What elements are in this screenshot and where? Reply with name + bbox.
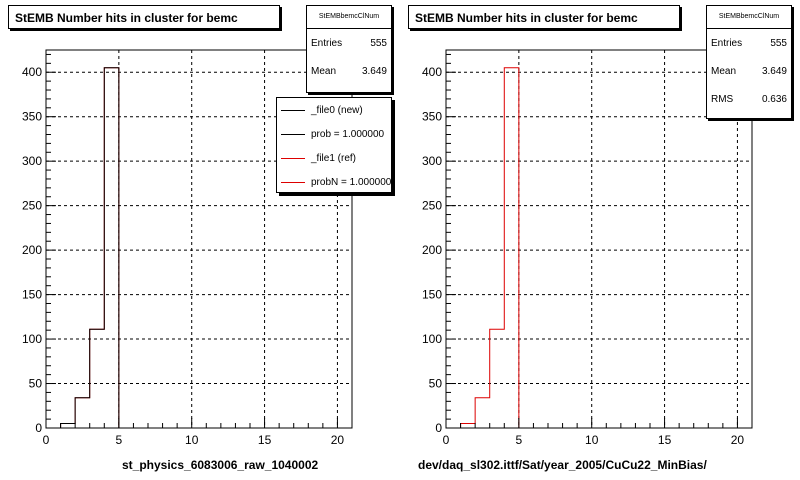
left-xtick-label-5: 5 <box>115 433 123 447</box>
left-ytick-label-0: 0 <box>35 421 42 435</box>
right-stats-entries <box>707 29 791 57</box>
left-xtick-label-15: 15 <box>257 433 272 447</box>
left-stats-entries <box>307 29 391 57</box>
legend-label-file1: _file1 (ref) <box>311 152 357 164</box>
legend-entry-probn <box>277 170 391 193</box>
legend-label-file0: _file0 (new) <box>311 104 363 116</box>
right-ytick-label-250: 250 <box>421 198 442 213</box>
right-stats-mean-label: Mean <box>711 65 737 77</box>
left-stats-box <box>306 5 392 93</box>
legend-swatch-probn <box>281 182 305 183</box>
legend-swatch-file1 <box>281 158 305 159</box>
right-xtick-label-15: 15 <box>657 433 672 447</box>
right-ytick-label-200: 200 <box>421 243 442 258</box>
left-ytick-label-300: 300 <box>21 154 42 169</box>
left-xtick-label-0: 0 <box>42 433 50 447</box>
legend-label-prob: prob = 1.000000 <box>311 128 385 140</box>
left-stats-header: StEMBbemcClNum <box>307 6 391 29</box>
right-title: StEMB Number hits in cluster for bemc <box>408 5 680 29</box>
left-legend <box>276 97 392 193</box>
right-ytick-label-0: 0 <box>435 421 442 435</box>
left-ytick-label-400: 400 <box>21 65 42 80</box>
right-ytick-label-150: 150 <box>421 287 442 302</box>
right-stats-mean <box>707 57 791 85</box>
left-stats-mean <box>307 57 391 85</box>
right-stats-entries-label: Entries <box>711 37 743 49</box>
legend-entry-prob <box>277 122 391 146</box>
right-stats-header: StEMBbemcClNum <box>707 6 791 29</box>
right-xtick-label-10: 10 <box>585 433 599 447</box>
legend-entry-file0 <box>277 98 391 122</box>
right-xtick-label-20: 20 <box>730 433 745 447</box>
left-xtick-label-20: 20 <box>330 433 345 447</box>
right-stats-rms-label: RMS <box>711 93 734 105</box>
left-stats-entries-value: 555 <box>370 37 387 49</box>
left-stats-entries-label: Entries <box>311 37 343 49</box>
right-stats-rms <box>707 85 791 113</box>
left-ytick-label-200: 200 <box>21 243 42 258</box>
left-ytick-label-250: 250 <box>21 198 42 213</box>
left-title: StEMB Number hits in cluster for bemc <box>8 5 280 29</box>
left-ytick-label-50: 50 <box>28 376 42 391</box>
left-stats-mean-value: 3.649 <box>361 65 387 77</box>
left-ytick-label-350: 350 <box>21 109 42 124</box>
legend-swatch-file0 <box>281 110 305 111</box>
left-ytick-label-150: 150 <box>21 287 42 302</box>
left-stats-mean-label: Mean <box>311 65 337 77</box>
legend-entry-file1 <box>277 146 391 170</box>
right-x-axis-label: dev/daq_sl302.ittf/Sat/year_2005/CuCu22_MinBias/ <box>418 458 707 472</box>
right-ytick-label-100: 100 <box>421 332 442 347</box>
left-xtick-label-10: 10 <box>185 433 199 447</box>
right-xtick-label-5: 5 <box>515 433 523 447</box>
legend-swatch-prob <box>281 134 305 135</box>
right-ytick-label-300: 300 <box>421 154 442 169</box>
right-pad <box>400 0 800 480</box>
right-ytick-label-400: 400 <box>421 65 442 80</box>
right-stats-rms-value: 0.636 <box>761 93 787 105</box>
right-ytick-label-50: 50 <box>428 376 442 391</box>
right-stats-entries-value: 555 <box>770 37 787 49</box>
right-stats-box <box>706 5 792 119</box>
right-ytick-label-350: 350 <box>421 109 442 124</box>
left-x-axis-label: st_physics_6083006_raw_1040002 <box>122 458 319 472</box>
left-ytick-label-100: 100 <box>21 332 42 347</box>
right-stats-mean-value: 3.649 <box>761 65 787 77</box>
legend-label-probn: probN = 1.000000 <box>311 176 392 188</box>
right-xtick-label-0: 0 <box>442 433 450 447</box>
